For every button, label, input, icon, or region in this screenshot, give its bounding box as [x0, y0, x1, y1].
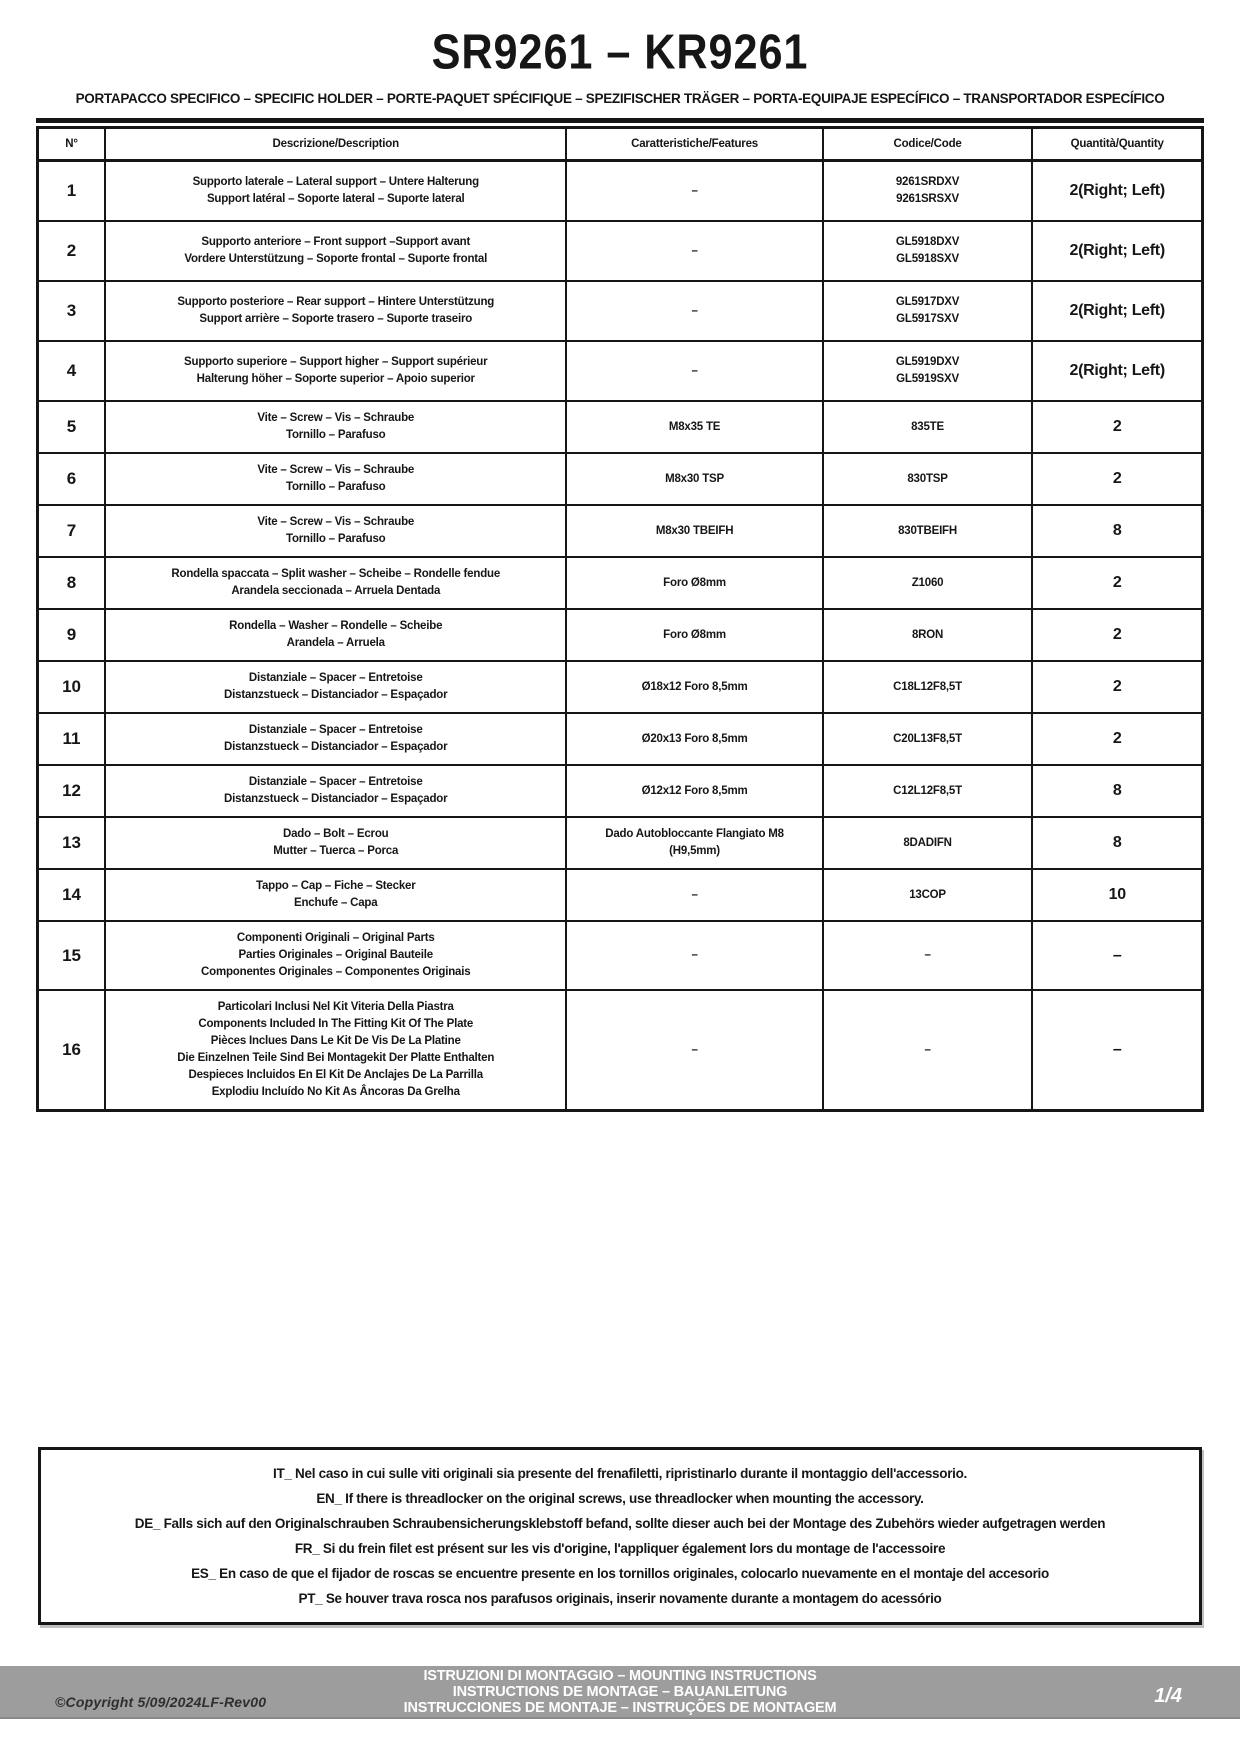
text-line: Support latéral – Soporte lateral – Suporte lateral: [206, 193, 465, 205]
text-line: Particolari Inclusi Nel Kit Viteria Della Piastra: [217, 1001, 454, 1013]
text-line: Rondella spaccata – Split washer – Scheibe – Rondelle fendue: [171, 568, 501, 580]
text-line: INSTRUCTIONS DE MONTAGE – BAUANLEITUNG: [452, 1683, 788, 1700]
text-line: –: [691, 888, 698, 901]
table-row: [38, 869, 1203, 921]
text-line: 8RON: [911, 628, 944, 641]
cell-features: [566, 713, 822, 765]
cell-description: [105, 341, 566, 401]
table-row: [38, 453, 1203, 505]
cell-quantity: 2(Right; Left): [1032, 341, 1202, 401]
text-line: GL5919SXV: [896, 373, 959, 385]
table-row: [38, 990, 1203, 1111]
table-row: [38, 505, 1203, 557]
cell-features: [566, 505, 822, 557]
text-line: Vite – Screw – Vis – Schraube: [257, 516, 415, 528]
cell-features: [566, 221, 822, 281]
cell-number: 10: [38, 661, 106, 713]
header-description: Descrizione/Description: [105, 128, 566, 161]
header-code: Codice/Code: [823, 128, 1033, 161]
text-line: Supporto anteriore – Front support –Support avant: [201, 236, 471, 248]
table-row: [38, 713, 1203, 765]
cell-features: [566, 661, 822, 713]
text-line: DE_ Falls sich auf den Originalschrauben Schraubensicherungsklebstoff befand, sollte dieser auch bei der Montage des Zubehörs wieder aufgetragen werden: [134, 1516, 1106, 1531]
cell-code: [823, 453, 1033, 505]
cell-code: [823, 817, 1033, 869]
cell-number: 13: [38, 817, 106, 869]
text-line: –: [924, 1043, 931, 1056]
cell-quantity: 2: [1032, 713, 1202, 765]
cell-description: [105, 990, 566, 1111]
text-line: –: [691, 1043, 698, 1056]
cell-number: 16: [38, 990, 106, 1111]
text-line: Foro Ø8mm: [663, 628, 726, 641]
cell-code: [823, 609, 1033, 661]
text-line: Distanziale – Spacer – Entretoise: [248, 776, 423, 788]
text-line: GL5918DXV: [895, 236, 960, 248]
table-row: [38, 817, 1203, 869]
cell-description: [105, 765, 566, 817]
table-header-row: [38, 128, 1203, 161]
table-row: [38, 765, 1203, 817]
text-line: GL5919DXV: [895, 356, 960, 368]
cell-quantity: 10: [1032, 869, 1202, 921]
cell-description: [105, 661, 566, 713]
text-line: –: [691, 184, 698, 197]
table-row: [38, 281, 1203, 341]
cell-number: 7: [38, 505, 106, 557]
text-line: C20L13F8,5T: [893, 732, 962, 745]
text-line: Componentes Originales – Componentes Originais: [201, 966, 471, 978]
table-row: [38, 609, 1203, 661]
cell-features: [566, 453, 822, 505]
header-number: N°: [38, 128, 106, 161]
text-line: 830TBEIFH: [898, 524, 957, 537]
cell-features: [566, 869, 822, 921]
cell-quantity: –: [1032, 921, 1202, 990]
text-line: ES_ En caso de que el fijador de roscas se encuentre presente en los tornillos originales, colocarlo nuevamente en el montaje del accesorio: [191, 1566, 1049, 1581]
text-line: ISTRUZIONI DI MONTAGGIO – MOUNTING INSTRUCTIONS: [423, 1667, 817, 1684]
text-line: Enchufe – Capa: [293, 897, 378, 909]
cell-number: 11: [38, 713, 106, 765]
text-line: Vite – Screw – Vis – Schraube: [257, 464, 415, 476]
text-line: M8x30 TSP: [665, 472, 725, 485]
cell-description: [105, 557, 566, 609]
cell-description: [105, 609, 566, 661]
text-line: Die Einzelnen Teile Sind Bei Montagekit Der Platte Enthalten: [177, 1052, 495, 1064]
cell-quantity: 8: [1032, 765, 1202, 817]
cell-quantity: 2: [1032, 453, 1202, 505]
text-line: Halterung höher – Soporte superior – Apoio superior: [196, 373, 475, 385]
cell-description: [105, 161, 566, 222]
cell-code: [823, 505, 1033, 557]
table-row: [38, 161, 1203, 222]
text-line: Arandela seccionada – Arruela Dentada: [231, 585, 441, 597]
cell-features: [566, 921, 822, 990]
cell-features: [566, 341, 822, 401]
text-line: Pièces Inclues Dans Le Kit De Vis De La Platine: [210, 1035, 461, 1047]
text-line: Tornillo – Parafuso: [285, 429, 386, 441]
table-row: [38, 401, 1203, 453]
cell-quantity: 2(Right; Left): [1032, 221, 1202, 281]
cell-code: [823, 990, 1033, 1111]
cell-features: [566, 281, 822, 341]
text-line: Mutter – Tuerca – Porca: [273, 845, 399, 857]
text-line: Distanzstueck – Distanciador – Espaçador: [224, 689, 448, 701]
cell-code: [823, 401, 1033, 453]
table-row: [38, 221, 1203, 281]
text-line: –: [691, 949, 698, 961]
cell-code: [823, 765, 1033, 817]
parts-table-body: [38, 161, 1203, 1111]
cell-number: 4: [38, 341, 106, 401]
cell-code: [823, 713, 1033, 765]
cell-number: 2: [38, 221, 106, 281]
cell-description: [105, 281, 566, 341]
page-number: 1/4: [1154, 1685, 1182, 1707]
footer-bar: [0, 1666, 1240, 1719]
cell-features: [566, 609, 822, 661]
text-line: Parties Originales – Original Bauteile: [238, 949, 433, 961]
text-line: 835TE: [911, 420, 944, 433]
text-line: Vordere Unterstützung – Soporte frontal – Suporte frontal: [184, 253, 488, 265]
cell-features: [566, 401, 822, 453]
cell-number: 1: [38, 161, 106, 222]
text-line: GL5918SXV: [896, 253, 959, 265]
cell-description: [105, 401, 566, 453]
text-line: Dado Autobloccante Flangiato M8: [605, 828, 784, 840]
cell-quantity: 2: [1032, 557, 1202, 609]
text-line: PT_ Se houver trava rosca nos parafusos originais, inserir novamente durante a montagem do acessório: [298, 1591, 942, 1606]
text-line: Z1060: [911, 576, 944, 589]
text-line: Supporto superiore – Support higher – Support supérieur: [184, 356, 488, 368]
cell-features: [566, 765, 822, 817]
text-line: Tappo – Cap – Fiche – Stecker: [255, 880, 416, 892]
text-line: 13COP: [909, 888, 946, 901]
text-line: INSTRUCCIONES DE MONTAJE – INSTRUÇÕES DE MONTAGEM: [403, 1699, 837, 1716]
table-top-rule: [36, 118, 1204, 123]
cell-code: [823, 921, 1033, 990]
text-line: Supporto posteriore – Rear support – Hintere Unterstützung: [177, 296, 495, 308]
text-line: Tornillo – Parafuso: [285, 481, 386, 493]
text-line: Ø20x13 Foro 8,5mm: [641, 732, 748, 745]
cell-description: [105, 921, 566, 990]
parts-table-section: [36, 118, 1204, 1112]
text-line: C18L12F8,5T: [893, 680, 962, 693]
text-line: Distanziale – Spacer – Entretoise: [248, 724, 423, 736]
cell-features: [566, 817, 822, 869]
cell-code: [823, 161, 1033, 222]
text-line: 9261SRDXV: [895, 176, 960, 188]
text-line: Despieces Incluidos En El Kit De Anclajes De La Parrilla: [188, 1069, 483, 1081]
text-line: –: [924, 949, 931, 961]
cell-number: 9: [38, 609, 106, 661]
table-row: [38, 341, 1203, 401]
cell-code: [823, 281, 1033, 341]
table-row: [38, 921, 1203, 990]
footer-title-lines: [240, 1668, 1000, 1716]
cell-quantity: 2(Right; Left): [1032, 161, 1202, 222]
cell-number: 5: [38, 401, 106, 453]
text-line: Componenti Originali – Original Parts: [236, 932, 435, 944]
text-line: GL5917SXV: [896, 313, 959, 325]
header-features: Caratteristiche/Features: [566, 128, 822, 161]
table-row: [38, 661, 1203, 713]
cell-code: [823, 661, 1033, 713]
text-line: Ø18x12 Foro 8,5mm: [641, 680, 748, 693]
text-line: (H9,5mm): [669, 845, 720, 857]
text-line: M8x30 TBEIFH: [655, 524, 734, 537]
cell-number: 15: [38, 921, 106, 990]
text-line: IT_ Nel caso in cui sulle viti originali sia presente del frenafiletti, ripristinarlo durante il montaggio dell'accessorio.: [273, 1466, 967, 1481]
text-line: –: [691, 304, 698, 317]
text-line: Dado – Bolt – Ecrou: [283, 828, 389, 840]
cell-code: [823, 869, 1033, 921]
cell-quantity: –: [1032, 990, 1202, 1111]
document-subtitle: PORTAPACCO SPECIFICO – SPECIFIC HOLDER – PORTE-PAQUET SPÉCIFIQUE – SPEZIFISCHER TRÄGER – PORTA-EQUIPAJE ESPECÍFICO – TRANSPORTADOR ESPECÍFICO: [75, 91, 1165, 106]
text-line: C12L12F8,5T: [893, 784, 962, 797]
cell-description: [105, 505, 566, 557]
cell-number: 6: [38, 453, 106, 505]
cell-quantity: 2: [1032, 609, 1202, 661]
cell-description: [105, 713, 566, 765]
text-line: Distanziale – Spacer – Entretoise: [248, 672, 423, 684]
text-line: Components Included In The Fitting Kit Of The Plate: [198, 1018, 474, 1030]
text-line: FR_ Si du frein filet est présent sur les vis d'origine, l'appliquer également lors du montage de l'accessoire: [294, 1541, 946, 1556]
text-line: Foro Ø8mm: [663, 576, 726, 589]
cell-features: [566, 557, 822, 609]
cell-quantity: 2: [1032, 661, 1202, 713]
text-line: Distanzstueck – Distanciador – Espaçador: [224, 741, 448, 753]
table-row: [38, 557, 1203, 609]
cell-features: [566, 161, 822, 222]
cell-description: [105, 453, 566, 505]
header-quantity: Quantità/Quantity: [1032, 128, 1202, 161]
text-line: –: [691, 364, 698, 377]
text-line: –: [691, 244, 698, 257]
text-line: EN_ If there is threadlocker on the original screws, use threadlocker when mounting the accessory.: [316, 1491, 924, 1506]
cell-code: [823, 221, 1033, 281]
text-line: Support arrière – Soporte trasero – Suporte traseiro: [199, 313, 473, 325]
cell-quantity: 2(Right; Left): [1032, 281, 1202, 341]
cell-description: [105, 221, 566, 281]
text-line: Ø12x12 Foro 8,5mm: [641, 784, 748, 797]
cell-number: 3: [38, 281, 106, 341]
cell-number: 12: [38, 765, 106, 817]
text-line: Supporto laterale – Lateral support – Untere Halterung: [192, 176, 479, 188]
text-line: Vite – Screw – Vis – Schraube: [257, 412, 415, 424]
text-line: Distanzstueck – Distanciador – Espaçador: [224, 793, 448, 805]
parts-table: [36, 126, 1204, 1112]
cell-quantity: 8: [1032, 505, 1202, 557]
cell-number: 14: [38, 869, 106, 921]
cell-quantity: 2: [1032, 401, 1202, 453]
text-line: Arandela – Arruela: [286, 637, 385, 649]
notes-box: [38, 1447, 1202, 1625]
text-line: 8DADIFN: [903, 836, 952, 849]
cell-code: [823, 557, 1033, 609]
text-line: Tornillo – Parafuso: [285, 533, 386, 545]
text-line: 9261SRSXV: [896, 193, 959, 205]
cell-quantity: 8: [1032, 817, 1202, 869]
text-line: Explodiu Incluído No Kit As Âncoras Da Grelha: [211, 1086, 460, 1098]
document-title: SR9261 – KR9261: [431, 23, 809, 80]
copyright-text: ©Copyright 5/09/2024LF-Rev00: [55, 1694, 267, 1710]
cell-number: 8: [38, 557, 106, 609]
text-line: M8x35 TE: [668, 420, 721, 433]
text-line: GL5917DXV: [895, 296, 960, 308]
cell-description: [105, 817, 566, 869]
cell-features: [566, 990, 822, 1111]
text-line: Rondella – Washer – Rondelle – Scheibe: [229, 620, 443, 632]
cell-description: [105, 869, 566, 921]
cell-code: [823, 341, 1033, 401]
text-line: 830TSP: [907, 472, 948, 485]
